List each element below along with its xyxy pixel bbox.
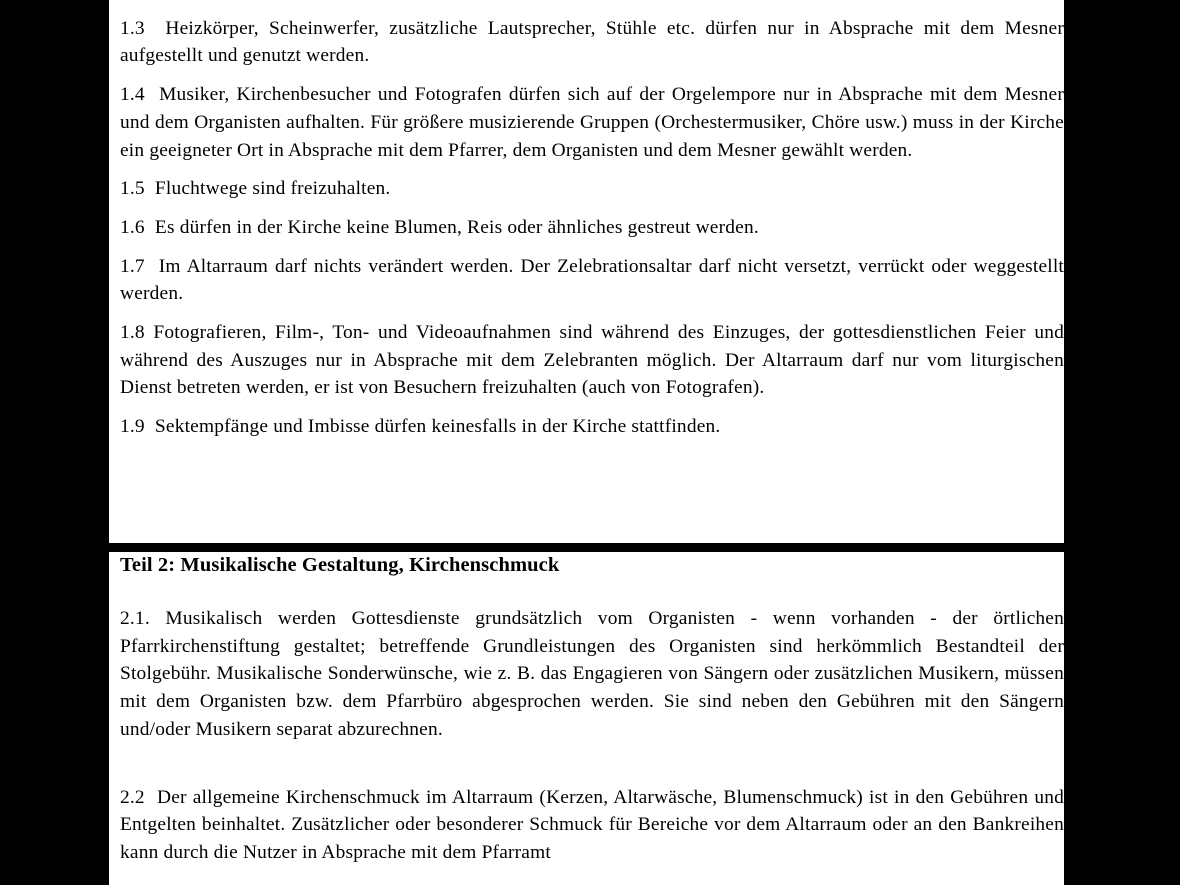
- text-column-section-two: [120, 552, 1064, 867]
- paragraph-number-2-2: 2.2: [120, 786, 145, 808]
- paragraph-text-2-1: Musikalisch werden Gottesdienste grundsätzlich vom Organisten - wenn vorhanden - der örtlichen Pfarrkirchenstiftung gestaltet; betreffende Grundleistungen des Organisten sind herkömmlich Bestandteil der Stolgebühr. Musikalische Sonderwünsche, wie z. B. das Engagieren von Sängern oder zusätzlichen Musikern, müssen mit dem Organisten bzw. dem Pfarrbüro abgesprochen werden. Sie sind neben den Gebühren mit den Sängern und/oder Musikern separat abzurechnen.: [120, 608, 1064, 740]
- paragraph-number-1-8: 1.8: [120, 322, 145, 344]
- paragraph-1-6: [120, 214, 1064, 242]
- section-divider-rule: [109, 543, 1064, 552]
- section-two-heading: Teil 2: Musikalische Gestaltung, Kirchenschmuck: [120, 554, 560, 576]
- paragraph-text-1-5: Fluchtwege sind freizuhalten.: [154, 178, 391, 200]
- paragraph-number-1-3: 1.3: [120, 17, 145, 39]
- paragraph-text-1-7: Im Altarraum darf nichts verändert werden. Der Zelebrationsaltar darf nicht versetzt, verrückt oder weggestellt werden.: [120, 255, 1064, 305]
- paragraph-1-9: [120, 413, 1064, 441]
- clipped-continuation-line: [120, 0, 1064, 4]
- paragraph-number-2-1: 2.1.: [120, 608, 150, 629]
- paragraph-spacer: [120, 744, 1064, 784]
- paragraph-1-4: [120, 81, 1064, 164]
- paragraph-1-3: [120, 15, 1064, 70]
- paragraph-number-1-5: 1.5: [120, 178, 145, 200]
- paragraph-text-2-2: Der allgemeine Kirchenschmuck im Altarraum (Kerzen, Altarwäsche, Blumenschmuck) ist in den Gebühren und Entgelten beinhaltet. Zusätzlicher oder besonderer Schmuck für Bereiche vor dem Altarraum oder an den Bankreihen kann durch die Nutzer in Absprache mit dem Pfarramt: [120, 786, 1064, 863]
- paragraph-number-1-6: 1.6: [120, 216, 145, 238]
- paragraph-text-1-9: Sektempfänge und Imbisse dürfen keinesfalls in der Kirche stattfinden.: [154, 416, 721, 438]
- paragraph-1-8: [120, 319, 1064, 402]
- paragraph-text-1-8: Fotografieren, Film-, Ton- und Videoaufnahmen sind während des Einzuges, der gottesdienstlichen Feier und während des Auszuges nur in Absprache mit dem Zelebranten möglich. Der Altarraum darf nur vom liturgischen Dienst betreten werden, er ist von Besuchern freizuhalten (auch von Fotografen).: [120, 322, 1064, 399]
- heading-spacer: [120, 579, 1064, 605]
- paragraph-number-1-9: 1.9: [120, 416, 145, 438]
- paragraph-text-1-4: Musiker, Kirchenbesucher und Fotografen dürfen sich auf der Orgelempore nur in Absprache mit dem Mesner und dem Organisten aufhalten. Für größere musizierende Gruppen (Orchestermusiker, Chöre usw.) muss in der Kirche ein geeigneter Ort in Absprache mit dem Pfarrer, dem Organisten und dem Mesner gewählt werden.: [120, 84, 1064, 161]
- paragraph-number-1-7: 1.7: [120, 255, 145, 277]
- document-page-section-two: [109, 552, 1064, 885]
- paragraph-text-1-3: Heizkörper, Scheinwerfer, zusätzliche Lautsprecher, Stühle etc. dürfen nur in Absprache mit dem Mesner aufgestellt und genutzt werden.: [120, 17, 1064, 67]
- paragraph-text-1-6: Es dürfen in der Kirche keine Blumen, Reis oder ähnliches gestreut werden.: [154, 216, 759, 238]
- document-page-section-one: [109, 0, 1064, 543]
- paragraph-2-2: [120, 784, 1064, 867]
- paragraph-2-1: [120, 605, 1064, 744]
- paragraph-number-1-4: 1.4: [120, 84, 145, 106]
- text-column-section-one: [120, 0, 1064, 441]
- paragraph-1-5: [120, 175, 1064, 203]
- paragraph-1-7: [120, 253, 1064, 308]
